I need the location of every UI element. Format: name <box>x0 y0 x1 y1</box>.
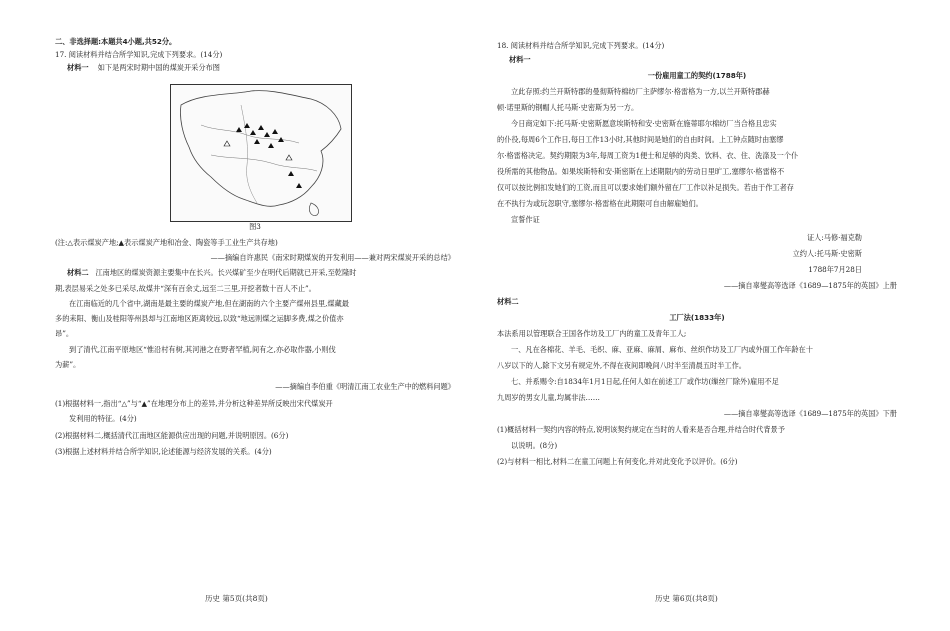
paragraph-line: 在江南临近的几个省中,湖南是最主要的煤炭产地,但在湖南的六个主要产煤州县里,煤藏最 <box>69 299 349 308</box>
contract-title: 一份雇用童工的契约(1788年) <box>647 71 747 80</box>
coal-distribution-map <box>170 84 352 222</box>
paragraph-line: 到了清代,江南平原地区“惟沿村有树,其河港之在野者罕植,间有之,亦必取作器,小则伐 <box>69 345 336 354</box>
paragraph-line: 本法系用以管理联合王国各作坊及工厂内的童工及青年工人; <box>497 329 687 338</box>
paragraph-line: 在不执行为或玩忽职守,塞缪尔·格雷格在此期限可自由解雇她们。 <box>497 199 703 208</box>
factory-act-title: 工厂法(1833年) <box>669 313 725 322</box>
contract-date: 1788年7月28日 <box>808 265 862 274</box>
question-line: (1)根据材料一,指出“△”与“▲”在地理分布上的差异,并分析这种差异所反映出宋代煤炭开 <box>55 399 333 408</box>
paragraph-line: 期,表层易采之处多已采尽,故煤井“深有百余丈,远至二三里,开挖者数十百人不止”。 <box>55 284 316 293</box>
paragraph-line: 八岁以下的人,除下文另有规定外,不得在夜间即晚间八时半至清晨五时半工作。 <box>497 361 746 370</box>
paragraph-line: 今日商定如下:托马斯·史密斯愿意埃斯特和安·史密斯在施蒂耶尔棉纺厂当合格且忠实 <box>511 119 777 128</box>
paragraph-line: 为薪”。 <box>55 360 81 369</box>
question-line: (2)与材料一相比,材料二在童工问题上有何变化,并对此变化予以评价。(6分) <box>497 457 738 466</box>
paragraph-line: 一、凡在各棉花、羊毛、毛织、麻、亚麻、麻屑、麻布、丝织作坊及工厂内或外面工作年龄在十 <box>511 345 813 354</box>
china-map-figure <box>171 85 351 221</box>
paragraph-line: 尔·格雷格决定。契约期限为3年,每周工资为1便士和足够的肉类、饮料、衣、住、洗涤及一个仆 <box>497 151 799 160</box>
material1-source: ——摘自辜燮高等选译《1689—1875年的英国》上册 <box>723 281 897 290</box>
material2-source: ——摘自辜燮高等选译《1689—1875年的英国》下册 <box>723 409 897 418</box>
oath-line: 宣誓作证 <box>511 215 540 224</box>
contract-party: 立约人:托马斯·史密斯 <box>792 249 862 258</box>
page-footer-left: 历史 第5页(共8页) <box>205 594 268 603</box>
question-line: 以说明。(8分) <box>511 441 558 450</box>
paragraph-line: 顿·诺里斯的钢帽人托马斯·史密斯为另一方。 <box>497 103 639 112</box>
question-line: (3)根据上述材料并结合所学知识,论述能源与经济发展的关系。(4分) <box>55 447 272 456</box>
paragraph-line: 的仆役,每周6个工作日,每日工作13小时,其他时间是她们的自由时间。上工钟点随时由塞缪 <box>497 135 784 144</box>
material2-source: ——摘编自李伯重《明清江南工农业生产中的燃料问题》 <box>275 382 455 391</box>
material-label: 材料二 <box>497 297 519 306</box>
question-line: (1)概括材料一契约内容的特点,说明该契约规定在当时的人看来是否合理,并结合时代背景予 <box>497 425 785 434</box>
section-title: 二、非选择题:本题共4小题,共52分。 <box>55 37 177 46</box>
paragraph-line: 立此存照:约兰开斯特郡的曼彻斯特棉纺厂主萨缪尔·格雷格为一方,以兰开斯特郡赫 <box>511 87 770 96</box>
q18-intro: 18. 阅读材料并结合所学知识,完成下列要求。(14分) <box>497 41 665 50</box>
q17-material1 <box>67 62 220 74</box>
material-label: 材料一 <box>67 63 89 72</box>
material-text: 如下是两宋时期中国的煤炭开采分布图 <box>97 63 220 72</box>
page-footer-right: 历史 第6页(共8页) <box>655 594 718 603</box>
paragraph-line: 役所需的其他物品。如果埃斯特和安·斯密斯在上述期限内的劳动日里旷工,塞缪尔·格雷格不 <box>497 167 785 176</box>
paragraph-line: 多的耒阳、衡山及桂阳等州县却与江南地区距离较远,以致“地远则煤之运脚多费,煤之价值亦 <box>55 314 344 323</box>
paragraph-line: 江南地区的煤炭资源主要集中在长兴。长兴煤矿至少在明代后期就已开采,至乾隆时 <box>95 268 357 277</box>
q17-intro: 17. 阅读材料并结合所学知识,完成下列要求。(14分) <box>55 50 223 59</box>
material-label: 材料二 <box>67 268 89 277</box>
question-line: (2)根据材料二,概括清代江南地区能源供应出现的问题,并说明原因。(6分) <box>55 431 289 440</box>
paragraph-line: 仅可以按比例扣发她们的工资,而且可以要求她们额外留在厂工作以补足损失。若由于作工者存 <box>497 183 794 192</box>
witness: 证人:马修·福克勒 <box>806 233 862 242</box>
paragraph-line: 昂”。 <box>55 329 74 338</box>
q17-material2 <box>67 267 356 279</box>
map-note: (注:△表示煤炭产地;▲表示煤炭产地和冶金、陶瓷等手工业生产共存地) <box>55 238 278 247</box>
material-label: 材料一 <box>509 55 531 64</box>
paragraph-line: 九周岁的男女儿童,均属非法…… <box>497 393 600 402</box>
map-caption: 图3 <box>249 222 261 231</box>
question-line: 发利用的特征。(4分) <box>69 414 137 423</box>
paragraph-line: 七、并系赐令:自1834年1月1日起,任何人如在前述工厂或作坊(缫丝厂除外)雇用不足 <box>511 377 779 386</box>
material1-source: ——摘编自许惠民《南宋时期煤炭的开发利用——兼对两宋煤炭开采的总结》 <box>210 253 455 262</box>
